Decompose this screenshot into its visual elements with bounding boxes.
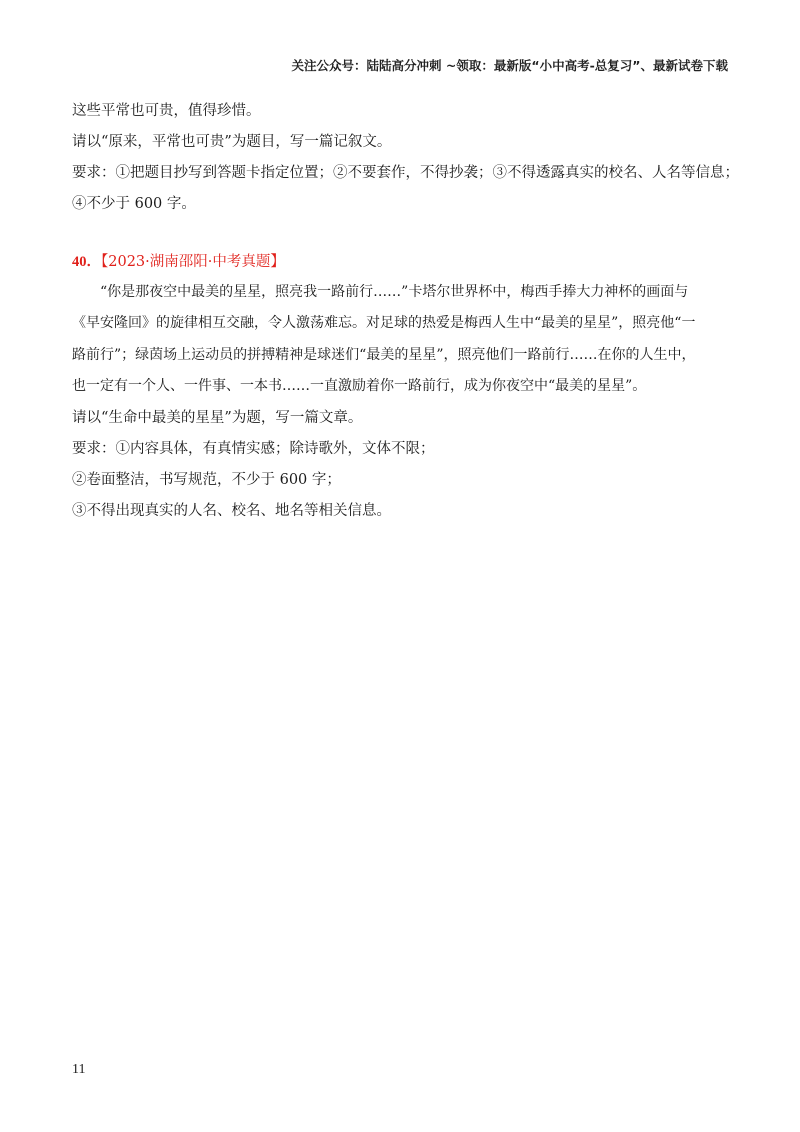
requirement-line-2: ②卷面整洁，书写规范，不少于 600 字； — [72, 472, 341, 488]
page-number: 11 — [72, 1062, 86, 1077]
question-heading — [72, 250, 285, 271]
page-header: 关注公众号：陆陆高分冲刺 ~领取：最新版“小中高考-总复习”、最新试卷下载 — [291, 58, 728, 73]
question-prompt: 请以“生命中最美的星星”为题，写一篇文章。 — [72, 410, 363, 426]
material-line-4: 也一定有一个人、一件事、一本书……一直激励着你一路前行，成为你夜空中“最美的星星”。 — [72, 378, 647, 394]
prev-question-requirements-1: 要求：①把题目抄写到答题卡指定位置；②不要套作，不得抄袭；③不得透露真实的校名、人名等信息； — [72, 165, 739, 181]
material-line-1: “你是那夜空中最美的星星，照亮我一路前行……”卡塔尔世界杯中，梅西手捧大力神杯的画面与 — [100, 284, 689, 300]
question-source: 【2023·湖南邵阳·中考真题】 — [101, 254, 285, 270]
material-line-2: 《早安隆回》的旋律相互交融，令人激荡难忘。对足球的热爱是梅西人生中“最美的星星”，照亮他“一 — [72, 315, 696, 331]
prev-question-requirements-2: ④不少于 600 字。 — [72, 196, 196, 212]
question-number: 40． — [72, 254, 101, 270]
prev-question-prompt: 请以“原来，平常也可贵”为题目，写一篇记叙文。 — [72, 134, 392, 150]
requirement-line-3: ③不得出现真实的人名、校名、地名等相关信息。 — [72, 503, 391, 519]
prev-question-tail: 这些平常也可贵，值得珍惜。 — [72, 103, 261, 119]
material-line-3: 路前行”；绿茵场上运动员的拼搏精神是球迷们“最美的星星”，照亮他们一路前行……在你的人生中， — [72, 347, 696, 363]
requirement-line-1: 要求：①内容具体，有真情实感；除诗歌外，文体不限； — [72, 441, 435, 457]
